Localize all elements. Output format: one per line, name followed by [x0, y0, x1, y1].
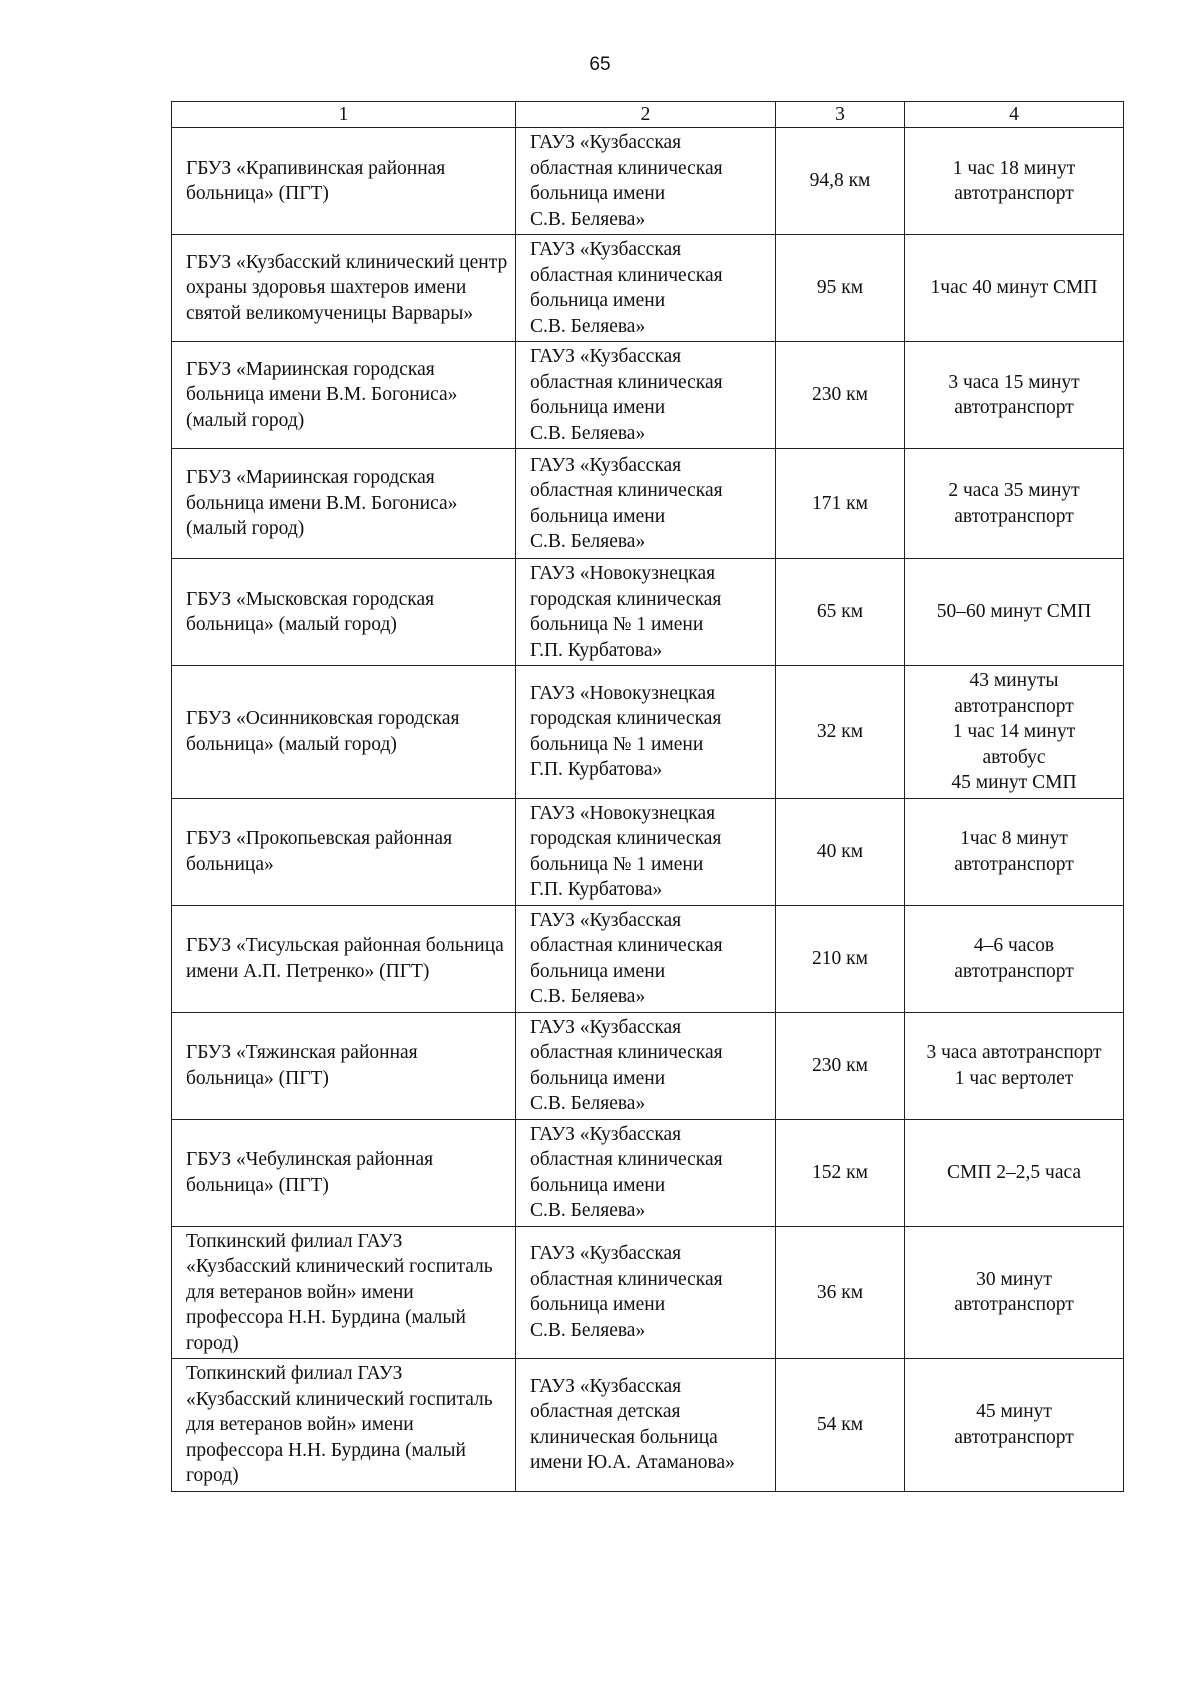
referral-hospital-cell: ГАУЗ «Кузбасская областная клиническая больница имени С.В. Беляева» — [516, 1012, 776, 1119]
column-number-3: 3 — [776, 102, 905, 128]
medical-organization-cell: ГБУЗ «Кузбасский клинический центр охраны здоровья шахтеров имени святой великомученицы Варвары» — [172, 235, 516, 342]
distance-cell: 210 км — [776, 905, 905, 1012]
table-row — [172, 342, 1124, 449]
column-number-row — [172, 102, 1124, 128]
referral-hospital-cell: ГАУЗ «Кузбасская областная клиническая больница имени С.В. Беляева» — [516, 1226, 776, 1359]
travel-time-cell: 3 часа 15 минут автотранспорт — [905, 342, 1124, 449]
distance-cell: 94,8 км — [776, 128, 905, 235]
medical-organization-cell: ГБУЗ «Тисульская районная больница имени А.П. Петренко» (ПГТ) — [172, 905, 516, 1012]
table-body — [172, 102, 1124, 1492]
referral-hospital-cell: ГАУЗ «Кузбасская областная клиническая больница имени С.В. Беляева» — [516, 449, 776, 559]
medical-organization-cell: ГБУЗ «Мариинская городская больница имени В.М. Богониса» (малый город) — [172, 342, 516, 449]
travel-time-cell: 1час 40 минут СМП — [905, 235, 1124, 342]
medical-organization-cell: ГБУЗ «Мариинская городская больница имени В.М. Богониса» (малый город) — [172, 449, 516, 559]
page-number: 65 — [589, 54, 611, 75]
referral-hospital-cell: ГАУЗ «Кузбасская областная клиническая больница имени С.В. Беляева» — [516, 1119, 776, 1226]
medical-organization-cell: Топкинский филиал ГАУЗ «Кузбасский клинический госпиталь для ветеранов войн» имени профессора Н.Н. Бурдина (малый город) — [172, 1226, 516, 1359]
distance-cell: 65 км — [776, 559, 905, 666]
table-row — [172, 1119, 1124, 1226]
travel-time-cell: 1 час 18 минут автотранспорт — [905, 128, 1124, 235]
table-row — [172, 798, 1124, 905]
travel-time-cell: СМП 2–2,5 часа — [905, 1119, 1124, 1226]
table-row — [172, 449, 1124, 559]
referral-hospital-cell: ГАУЗ «Новокузнецкая городская клиническая больница № 1 имени Г.П. Курбатова» — [516, 666, 776, 799]
travel-time-cell: 1час 8 минут автотранспорт — [905, 798, 1124, 905]
table-row — [172, 666, 1124, 799]
medical-organization-cell: ГБУЗ «Крапивинская районная больница» (ПГТ) — [172, 128, 516, 235]
column-number-2: 2 — [516, 102, 776, 128]
distance-cell: 54 км — [776, 1359, 905, 1492]
referral-hospital-cell: ГАУЗ «Новокузнецкая городская клиническая больница № 1 имени Г.П. Курбатова» — [516, 559, 776, 666]
distance-cell: 230 км — [776, 342, 905, 449]
distance-cell: 152 км — [776, 1119, 905, 1226]
distance-cell: 40 км — [776, 798, 905, 905]
table-row — [172, 905, 1124, 1012]
table-row — [172, 128, 1124, 235]
table-row — [172, 559, 1124, 666]
travel-time-cell: 3 часа автотранспорт 1 час вертолет — [905, 1012, 1124, 1119]
column-number-4: 4 — [905, 102, 1124, 128]
routing-table — [171, 101, 1124, 1492]
medical-organization-cell: ГБУЗ «Мысковская городская больница» (малый город) — [172, 559, 516, 666]
column-number-1: 1 — [172, 102, 516, 128]
medical-organization-cell: ГБУЗ «Осинниковская городская больница» (малый город) — [172, 666, 516, 799]
table-row — [172, 1226, 1124, 1359]
travel-time-cell: 4–6 часов автотранспорт — [905, 905, 1124, 1012]
medical-organization-cell: ГБУЗ «Чебулинская районная больница» (ПГТ) — [172, 1119, 516, 1226]
distance-cell: 95 км — [776, 235, 905, 342]
table-row — [172, 1359, 1124, 1492]
referral-hospital-cell: ГАУЗ «Кузбасская областная клиническая больница имени С.В. Беляева» — [516, 905, 776, 1012]
travel-time-cell: 45 минут автотранспорт — [905, 1359, 1124, 1492]
referral-hospital-cell: ГАУЗ «Кузбасская областная клиническая больница имени С.В. Беляева» — [516, 235, 776, 342]
travel-time-cell: 2 часа 35 минут автотранспорт — [905, 449, 1124, 559]
table-row — [172, 1012, 1124, 1119]
referral-hospital-cell: ГАУЗ «Кузбасская областная клиническая больница имени С.В. Беляева» — [516, 128, 776, 235]
travel-time-cell: 50–60 минут СМП — [905, 559, 1124, 666]
medical-organization-cell: ГБУЗ «Тяжинская районная больница» (ПГТ) — [172, 1012, 516, 1119]
medical-organization-cell: Топкинский филиал ГАУЗ «Кузбасский клинический госпиталь для ветеранов войн» имени профессора Н.Н. Бурдина (малый город) — [172, 1359, 516, 1492]
referral-hospital-cell: ГАУЗ «Кузбасская областная детская клиническая больница имени Ю.А. Атаманова» — [516, 1359, 776, 1492]
distance-cell: 32 км — [776, 666, 905, 799]
travel-time-cell: 43 минуты автотранспорт 1 час 14 минут автобус 45 минут СМП — [905, 666, 1124, 799]
referral-hospital-cell: ГАУЗ «Кузбасская областная клиническая больница имени С.В. Беляева» — [516, 342, 776, 449]
referral-hospital-cell: ГАУЗ «Новокузнецкая городская клиническая больница № 1 имени Г.П. Курбатова» — [516, 798, 776, 905]
distance-cell: 171 км — [776, 449, 905, 559]
travel-time-cell: 30 минут автотранспорт — [905, 1226, 1124, 1359]
distance-cell: 230 км — [776, 1012, 905, 1119]
distance-cell: 36 км — [776, 1226, 905, 1359]
table-row — [172, 235, 1124, 342]
medical-organization-cell: ГБУЗ «Прокопьевская районная больница» — [172, 798, 516, 905]
